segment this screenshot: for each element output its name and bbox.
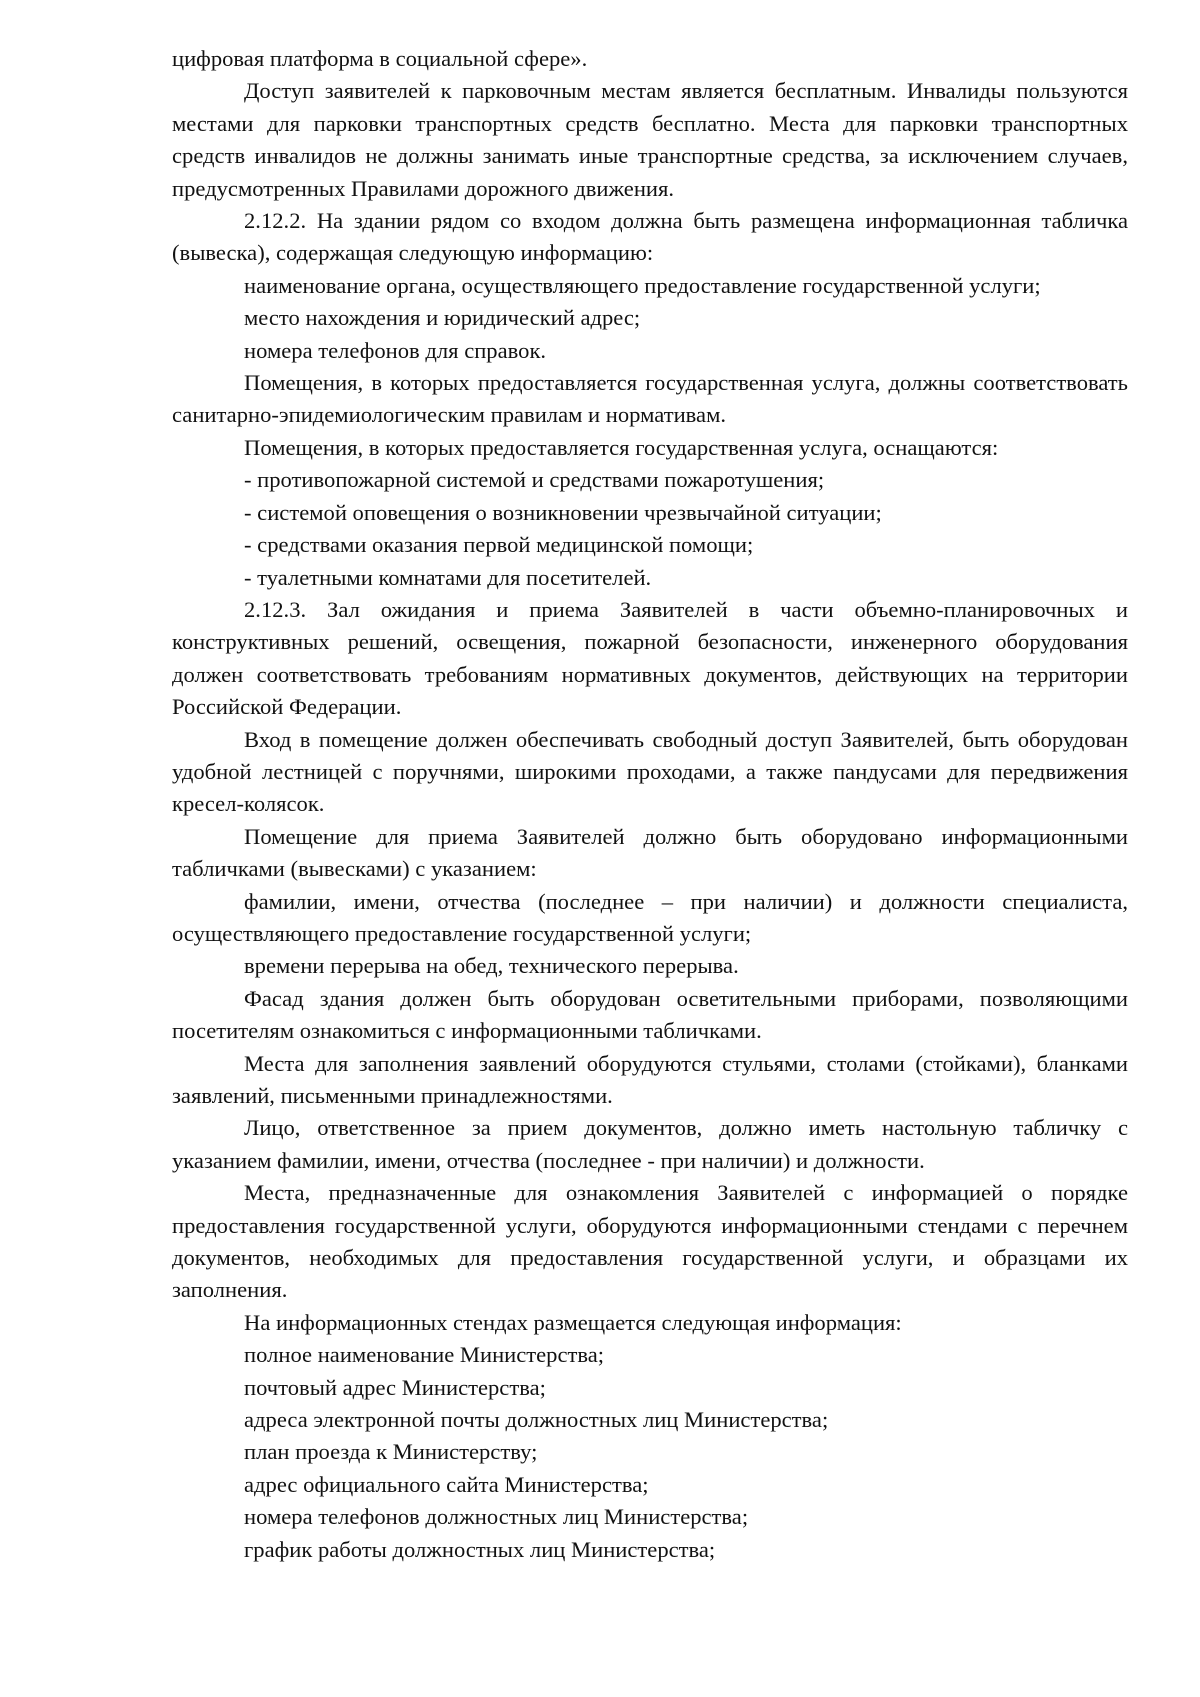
paragraph-application-places: Места для заполнения заявлений оборудуются стульями, столами (стойками), бланками заявлений, письменными принадлежностями.: [172, 1050, 1128, 1108]
list-item-website-address: адрес официального сайта Министерства;: [244, 1471, 649, 1497]
paragraph-2-12-2-signboard: 2.12.2. На здании рядом со входом должна быть размещена информационная табличка (вывеска), содержащая следующую информацию:: [172, 208, 1128, 266]
paragraph-reception-signs: Помещение для приема Заявителей должно быть оборудовано информационными табличками (вывесками) с указанием:: [172, 823, 1128, 882]
list-item-ministry-full-name: полное наименование Министерства;: [244, 1342, 605, 1368]
paragraph-entrance-access: Вход в помещение должен обеспечивать свободный доступ Заявителей, быть оборудован удобной лестницей с поручнями, широкими проходами, а также пандусами для передвижения кресел-колясок.: [172, 726, 1128, 817]
list-item-postal-address: почтовый адрес Министерства;: [244, 1374, 546, 1400]
document-page: [172, 43, 1128, 1566]
list-item-travel-plan: план проезда к Министерству;: [244, 1439, 538, 1465]
list-item-work-schedule: график работы должностных лиц Министерства;: [244, 1536, 716, 1562]
list-item-fire-system: - противопожарной системой и средствами пожаротушения;: [244, 467, 825, 493]
list-item-emergency-alert: - системой оповещения о возникновении чрезвычайной ситуации;: [244, 499, 882, 525]
paragraph-premises-equipment: Помещения, в которых предоставляется государственная услуга, оснащаются:: [244, 434, 999, 460]
list-item-restrooms: - туалетными комнатами для посетителей.: [244, 564, 652, 590]
paragraph-parking-access: Доступ заявителей к парковочным местам является бесплатным. Инвалиды пользуются местами для парковки транспортных средств бесплатно. Места для парковки транспортных средств инвалидов не должны занимать иные транспортные средства, за исключением случаев, предусмотренных Правилами дорожного движения.: [172, 78, 1128, 201]
paragraph-2-12-3-waiting-hall: 2.12.3. Зал ожидания и приема Заявителей в части объемно-планировочных и конструктивных решений, освещения, пожарной безопасности, инженерного оборудования должен соответствовать требованиям нормативных документов, действующих на территории Российской Федерации.: [172, 596, 1128, 720]
list-item-break-time: времени перерыва на обед, технического перерыва.: [244, 953, 739, 979]
list-item-phone-numbers: номера телефонов должностных лиц Министерства;: [244, 1504, 749, 1530]
list-item-specialist-name: фамилии, имени, отчества (последнее – при наличии) и должности специалиста, осуществляющего предоставление государственной услуги;: [172, 888, 1128, 946]
paragraph-info-stands: Места, предназначенные для ознакомления Заявителей с информацией о порядке предоставления государственной услуги, оборудуются информационными стендами с перечнем документов, необходимых для предоставления государственной услуги, и образцами их заполнения.: [172, 1180, 1128, 1303]
list-item-reference-phones: номера телефонов для справок.: [244, 337, 547, 363]
paragraph-stands-information: На информационных стендах размещается следующая информация:: [244, 1309, 902, 1335]
paragraph-facade-lighting: Фасад здания должен быть оборудован осветительными приборами, позволяющими посетителям ознакомиться с информационными табличками.: [172, 985, 1128, 1044]
list-item-first-aid: - средствами оказания первой медицинской помощи;: [244, 532, 754, 558]
list-item-location-address: место нахождения и юридический адрес;: [244, 305, 641, 331]
list-item-email-addresses: адреса электронной почты должностных лиц Министерства;: [244, 1407, 829, 1433]
paragraph-premises-sanitary: Помещения, в которых предоставляется государственная услуга, должны соответствовать санитарно-эпидемиологическим правилам и нормативам.: [172, 370, 1128, 428]
paragraph-responsible-person: Лицо, ответственное за прием документов, должно иметь настольную табличку с указанием фамилии, имени, отчества (последнее - при наличии) и должности.: [172, 1115, 1128, 1173]
list-item-authority-name: наименование органа, осуществляющего предоставление государственной услуги;: [244, 272, 1041, 298]
text-line-platform: цифровая платформа в социальной сфере».: [172, 46, 588, 71]
